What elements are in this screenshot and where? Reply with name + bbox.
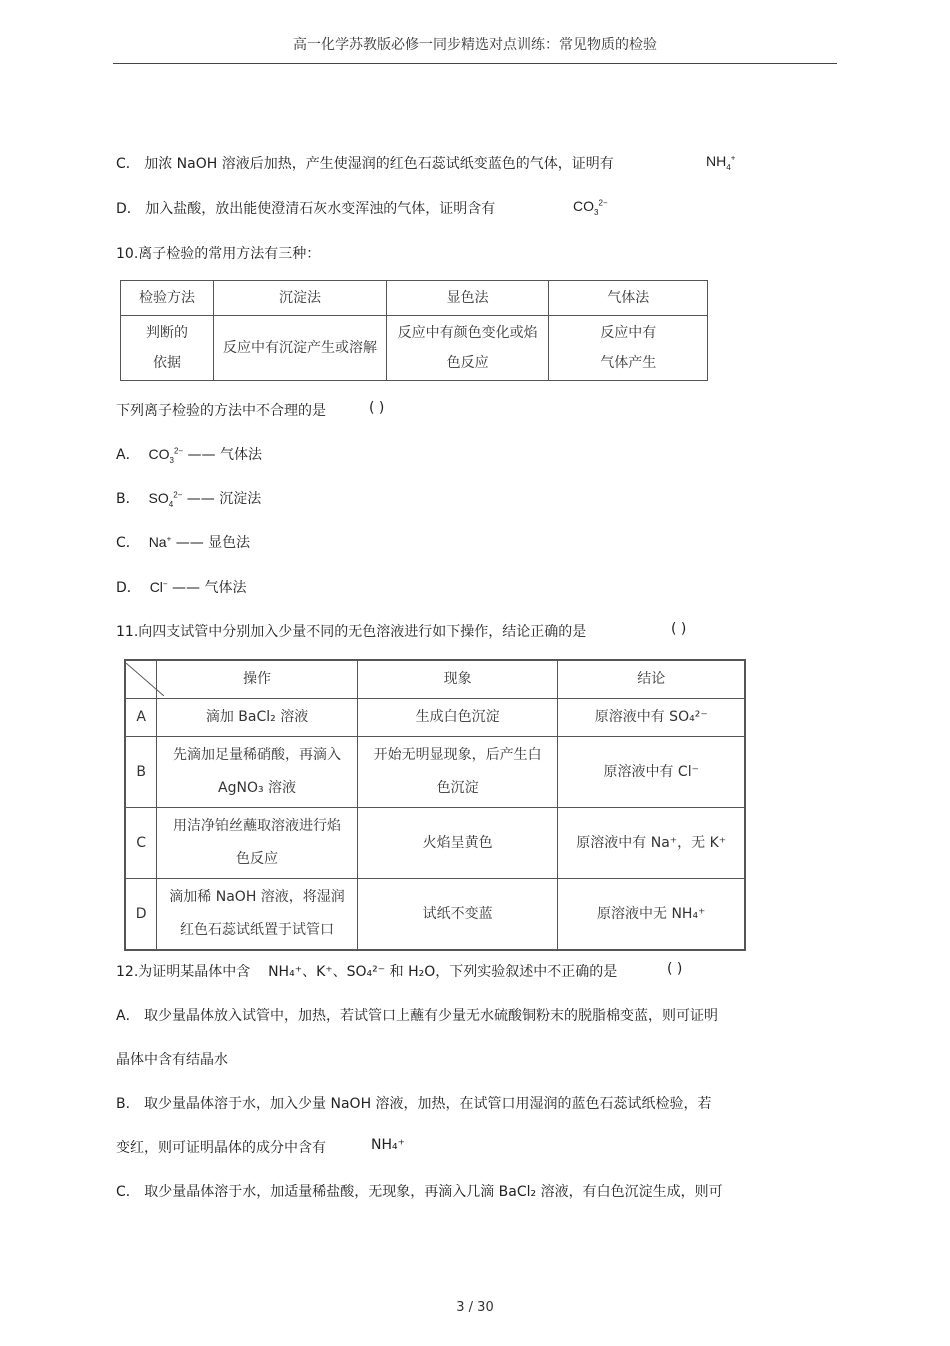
q11-row-operation: 先滴加足量稀硝酸，再滴入 AgNO₃ 溶液 [157, 737, 358, 808]
q10-stem: 10.离子检验的常用方法有三种： [116, 246, 321, 262]
q11-header-operation: 操作 [157, 660, 358, 699]
q11-row-operation: 滴加 BaCl₂ 溶液 [157, 699, 358, 737]
table-row [125, 879, 745, 951]
q11-row-label: C [125, 808, 157, 879]
page-number: 3 / 30 [456, 1300, 494, 1315]
q11-header-phenomenon: 现象 [357, 660, 558, 699]
table-row [125, 737, 745, 808]
q12-option-a-line1: A． 取少量晶体放入试管中，加热，若试管口上蘸有少量无水硫酸铜粉末的脱脂棉变蓝，则可证明 [116, 1008, 719, 1024]
q9-option-d: D． 加入盐酸，放出能使澄清石灰水变浑浊的气体，证明含有 [116, 201, 496, 217]
q11-header-conclusion: 结论 [558, 660, 745, 699]
q10-question: 下列离子检验的方法中不合理的是 [116, 403, 326, 419]
q11-row-operation: 滴加稀 NaOH 溶液，将湿润 红色石蕊试纸置于试管口 [157, 879, 358, 951]
q11-row-label: B [125, 737, 157, 808]
q10-option-b: B． $SO_4^{2-}$ —— 沉淀法 [116, 490, 262, 509]
q10-option-d: D． Cl− —— 气体法 [116, 579, 247, 596]
q9-option-c: C． 加浓 NaOH 溶液后加热，产生使湿润的红色石蕊试纸变蓝色的气体，证明有 [116, 156, 614, 172]
q11-table [124, 659, 746, 951]
q10-header-precipitate: 沉淀法 [214, 281, 387, 316]
q10-cell-gas: 反应中有 气体产生 [549, 316, 708, 381]
q12-option-b-line1: B． 取少量晶体溶于水，加入少量 NaOH 溶液，加热，在试管口用湿润的蓝色石蕊试纸检验，若 [116, 1096, 712, 1112]
q10-table [120, 280, 708, 381]
q10-row-label: 判断的 依据 [121, 316, 214, 381]
q10-cell-color: 反应中有颜色变化或焰 色反应 [386, 316, 549, 381]
q11-row-operation: 用洁净铂丝蘸取溶液进行焰 色反应 [157, 808, 358, 879]
q11-row-label: A [125, 699, 157, 737]
q11-row-conclusion: 原溶液中有 SO₄²⁻ [558, 699, 745, 737]
q9-option-c-ion: $NH_4^+$ [706, 153, 736, 172]
header-rule [113, 63, 837, 64]
q10-header-method: 检验方法 [121, 281, 214, 316]
diagonal-line [126, 663, 164, 696]
q11-row-phenomenon: 开始无明显现象，后产生白 色沉淀 [357, 737, 558, 808]
q12-stem: 12.为证明某晶体中含 NH₄⁺、K⁺、SO₄²⁻ 和 H₂O，下列实验叙述中不正确的是 [116, 964, 618, 980]
q11-row-phenomenon: 试纸不变蓝 [357, 879, 558, 951]
q11-corner-cell [125, 660, 157, 699]
q11-answer-paren: ( ) [671, 621, 687, 637]
q10-answer-paren: ( ) [369, 400, 385, 416]
q11-row-conclusion: 原溶液中有 Cl⁻ [558, 737, 745, 808]
q10-header-gas: 气体法 [549, 281, 708, 316]
q12-option-b-line2: 变红，则可证明晶体的成分中含有 [116, 1140, 326, 1156]
q10-option-a: A． $CO_3^{2-}$ —— 气体法 [116, 446, 262, 465]
q12-option-a-line2: 晶体中含有结晶水 [116, 1052, 228, 1068]
q10-option-c: C． Na+ —— 显色法 [116, 534, 251, 551]
q10-cell-precipitate: 反应中有沉淀产生或溶解 [214, 316, 387, 381]
q12-answer-paren: ( ) [667, 961, 683, 977]
q11-row-phenomenon: 火焰呈黄色 [357, 808, 558, 879]
q11-row-label: D [125, 879, 157, 951]
q10-header-color: 显色法 [386, 281, 549, 316]
q12-option-b-ion: NH₄⁺ [371, 1137, 406, 1153]
q11-row-conclusion: 原溶液中无 NH₄⁺ [558, 879, 745, 951]
q11-row-conclusion: 原溶液中有 Na⁺，无 K⁺ [558, 808, 745, 879]
page-header: 高一化学苏教版必修一同步精选对点训练：常见物质的检验 [293, 37, 657, 53]
q11-row-phenomenon: 生成白色沉淀 [357, 699, 558, 737]
q12-option-c-line1: C． 取少量晶体溶于水，加适量稀盐酸，无现象，再滴入几滴 BaCl₂ 溶液，有白色沉淀生成，则可 [116, 1184, 723, 1200]
table-row [125, 808, 745, 879]
q9-option-d-ion: $CO_3^{2-}$ [573, 198, 608, 217]
q11-stem: 11.向四支试管中分别加入少量不同的无色溶液进行如下操作，结论正确的是 [116, 624, 587, 640]
table-row [125, 699, 745, 737]
